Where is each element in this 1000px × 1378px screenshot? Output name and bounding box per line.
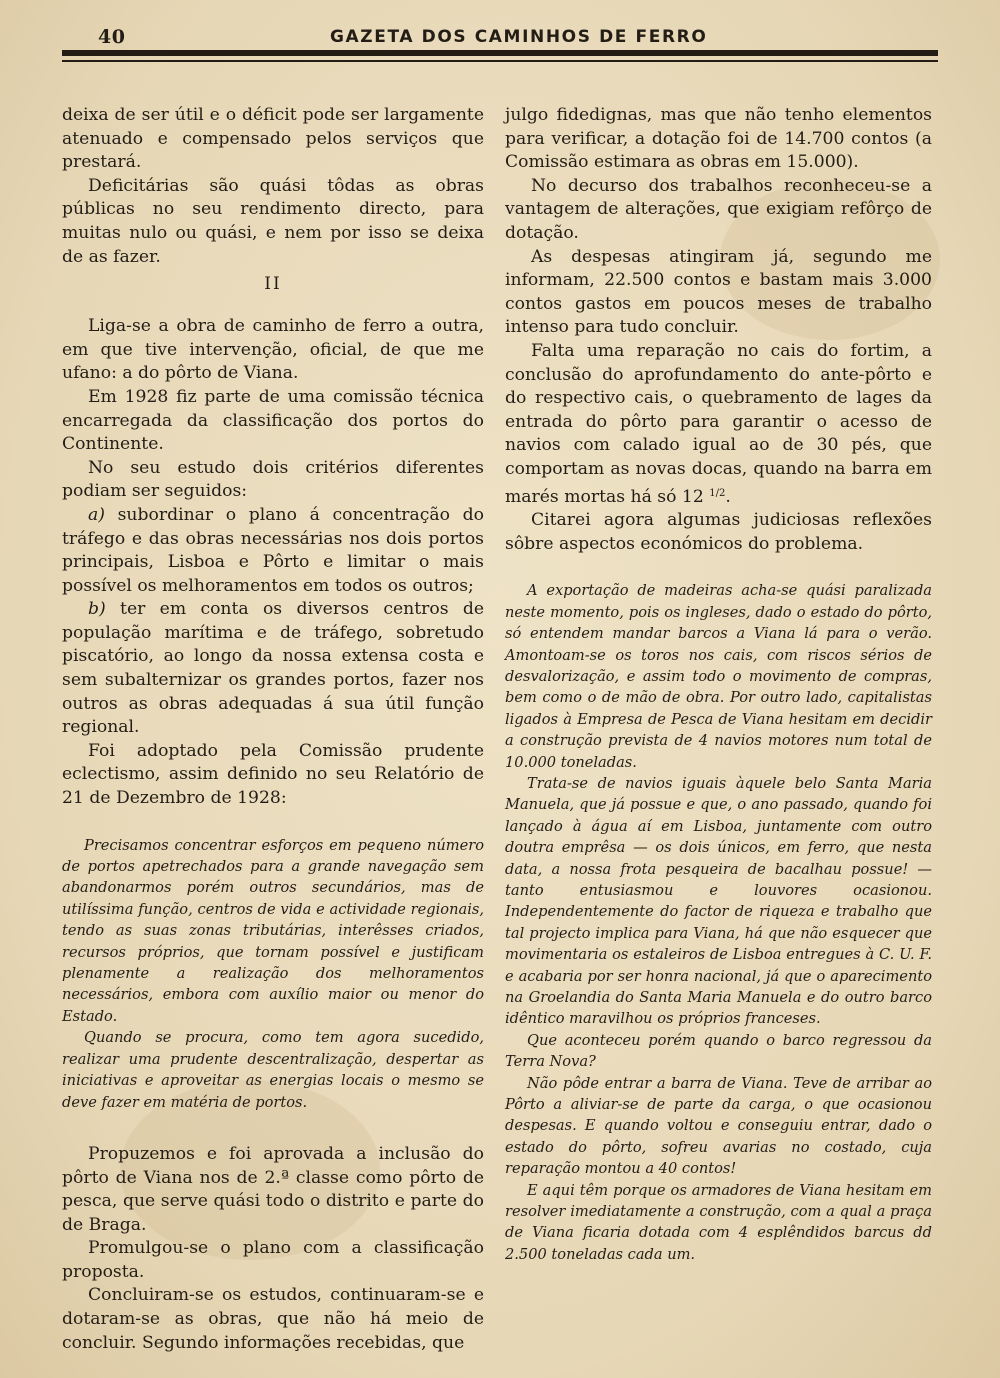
left-column — [62, 104, 484, 1355]
paragraph: Em 1928 fiz parte de uma comissão técnica encarregada da classificação dos portos do Continente. — [62, 386, 484, 455]
paragraph-end: . — [725, 486, 731, 507]
list-label-b: b) — [88, 599, 106, 620]
list-text-b: ter em conta os diversos centros de população marítima e de tráfego, sobretudo piscatório, ao longo da nossa extensa costa e sem subalternizar os grandes portos, fazer nos outros as obras adequadas á sua útil função regional. — [62, 599, 485, 738]
paragraph: No decurso dos trabalhos reconheceu-se a vantagem de alterações, que exigiam refôrço de dotação. — [505, 175, 932, 243]
header-rule-thin — [62, 60, 938, 62]
header-rule-thick — [62, 50, 938, 56]
section-heading: II — [264, 274, 282, 295]
paragraph: No seu estudo dois critérios diferentes podiam ser seguidos: — [62, 457, 484, 502]
quoted-paragraph: A exportação de madeiras acha-se quási paralizada neste momento, pois os ingleses, dado o estado do pôrto, só entendem mandar barcos a Viana lá para o verão. Amontoam-se os toros nos cais, com riscos sérios de desvalorização, e assim todo o movimento de compras, bem como o de mão de obra. Por outro lado, capitalistas ligados à Empresa de Pesca de Viana hesitam em decidir a construção prevista de 4 navios motores num total de 10.000 toneladas. — [505, 582, 932, 771]
list-label-a: a) — [88, 504, 105, 525]
fraction: 1/2 — [709, 487, 726, 499]
paragraph: Propuzemos e foi aprovada a inclusão do pôrto de Viana nos de 2.ª classe como pôrto de pesca, que serve quási todo o distrito e parte do de Braga. — [62, 1143, 484, 1235]
quoted-paragraph: Não pôde entrar a barra de Viana. Teve de arribar ao Pôrto a aliviar-se de parte da carga, o que ocasionou despesas. E quando voltou e conseguiu entrar, dado o estado do pôrto, sofreu avarias no costado, cuja reparação montou a 40 contos! — [505, 1074, 932, 1178]
spacer — [62, 1113, 484, 1143]
page-number: 40 — [98, 26, 126, 48]
paragraph — [505, 340, 932, 509]
right-column — [505, 104, 932, 1265]
list-item-a — [62, 504, 484, 598]
paragraph-text: Falta uma reparação no cais do fortim, a conclusão do aprofundamento do ante-pôrto e do respectivo cais, o quebramento de lages da entrada do pôrto para garantir o acesso de navios com calado igual ao de 30 pés, que comportam as novas docas, quando na barra em marés mortas há só 12 — [505, 340, 932, 507]
paragraph: deixa de ser útil e o déficit pode ser largamente atenuado e compensado pelos serviços que prestará. — [62, 105, 484, 173]
journal-title: GAZETA DOS CAMINHOS DE FERRO — [330, 27, 708, 47]
list-item-b — [62, 598, 484, 740]
spacer — [505, 556, 932, 580]
paragraph: Deficitárias são quási tôdas as obras públicas no seu rendimento directo, para muitas nulo ou quási, e nem por isso se deixa de as fazer. — [62, 175, 484, 267]
paragraph: Foi adoptado pela Comissão prudente eclectismo, assim definido no seu Relatório de 21 de Dezembro de 1928: — [62, 740, 484, 809]
paragraph: julgo fidedignas, mas que não tenho elementos para verificar, a dotação foi de 14.700 contos (a Comissão estimara as obras em 15.000). — [505, 105, 932, 173]
quoted-paragraph: Que aconteceu porém quando o barco regressou da Terra Nova? — [505, 1031, 932, 1071]
quoted-paragraph: Quando se procura, como tem agora sucedido, realizar uma prudente descentralização, despertar as iniciativas e aproveitar as energias locais o mesmo se deve fazer em matéria de portos. — [62, 1029, 484, 1111]
paragraph: Citarei agora algumas judiciosas reflexões sôbre aspectos económicos do problema. — [505, 510, 932, 554]
quoted-paragraph: E aqui têm porque os armadores de Viana hesitam em resolver imediatamente a construção, com a qual a praça de Viana ficaria dotada com 4 esplêndidos barcus dd 2.500 toneladas cada um. — [505, 1181, 932, 1263]
paragraph: Promulgou-se o plano com a classificação proposta. — [62, 1238, 484, 1282]
page-header — [60, 26, 935, 48]
paragraph: Liga-se a obra de caminho de ferro a outra, em que tive intervenção, oficial, de que me ufano: a do pôrto de Viana. — [62, 316, 484, 384]
list-text-a: subordinar o plano á concentração do tráfego e das obras necessárias nos dois portos principais, Lisboa e Pôrto e limitar o mais possível os melhoramentos em todos os outros; — [62, 504, 484, 596]
quoted-paragraph: Precisamos concentrar esforços em pequeno número de portos apetrechados para a grande navegação sem abandonarmos porém outros secundários, mas de utilíssima função, centros de vida e actividade regionais, tendo as suas zonas tributárias, interêsses criados, recursos próprios, que tornam possível e justificam plenamente a realização dos melhoramentos necessários, embora com auxílio maior ou menor do Estado. — [62, 836, 484, 1025]
spacer — [62, 811, 484, 835]
paragraph: Concluiram-se os estudos, continuaram-se e dotaram-se as obras, que não há meio de concluir. Segundo informações recebidas, que — [62, 1285, 484, 1353]
paragraph: As despesas atingiram já, segundo me informam, 22.500 contos e bastam mais 3.000 contos gastos em poucos meses de trabalho intenso para tudo concluir. — [505, 246, 932, 338]
quoted-paragraph: Trata-se de navios iguais àquele belo Santa Maria Manuela, que já possue e que, o ano passado, quando foi lançado à água aí em Lisboa, juntamente com outro doutra emprêsa — os dois únicos, em ferro, que nesta data, a nossa frota pesqueira de bacalhau possue! — tanto entusiasmou e louvores ocasionou. Independentemente do factor de riqueza e trabalho que tal projecto implica para Viana, há que não esquecer que movimentaria os estaleiros de Lisboa entregues à C. U. F. e acabaria por ser honra nacional, já que o aparecimento na Groelandia do Santa Maria Manuela e do outro barco idêntico maravilhou os próprios franceses. — [505, 774, 932, 1028]
